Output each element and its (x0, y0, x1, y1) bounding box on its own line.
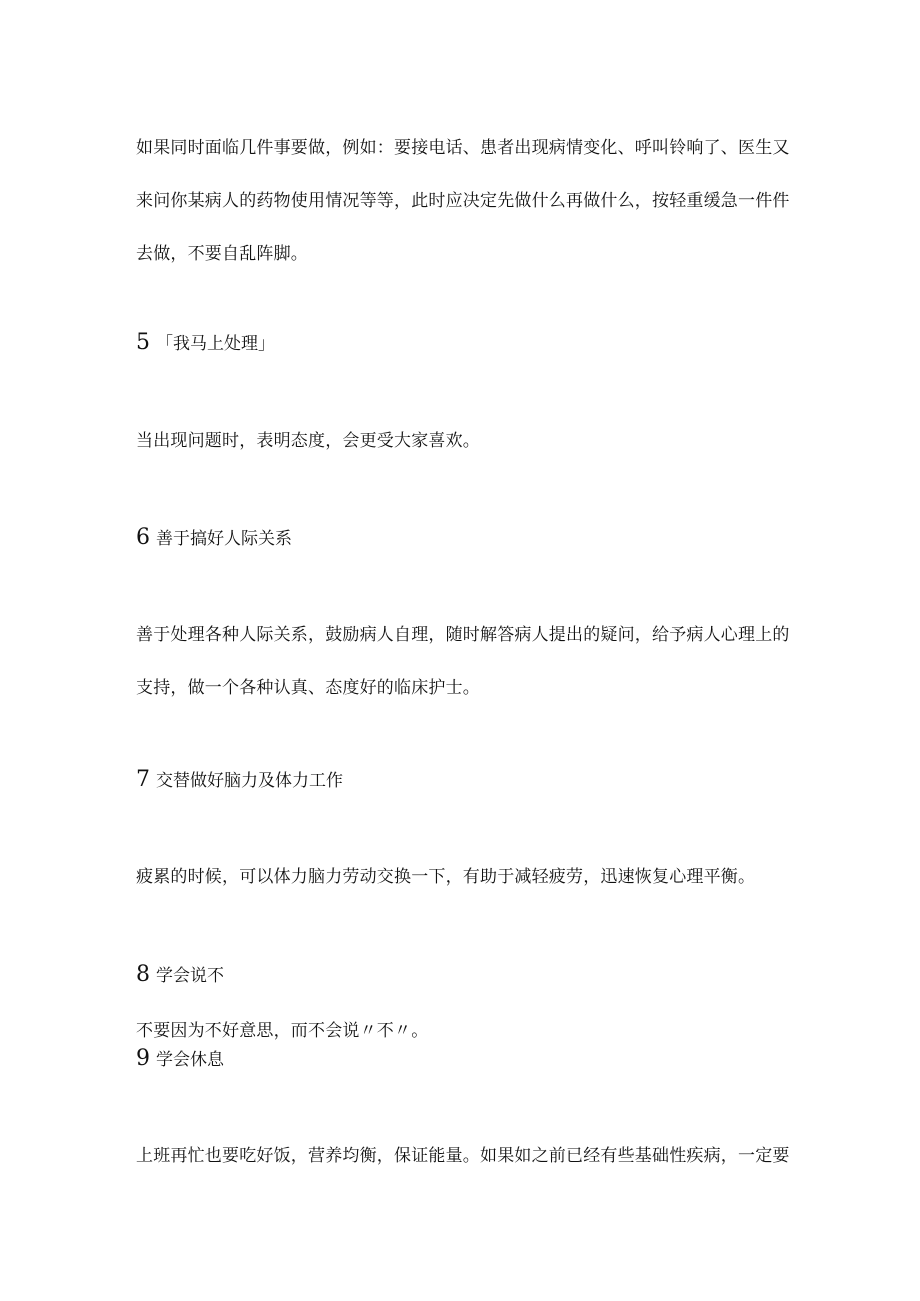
section-title: 学会说不 (156, 966, 224, 986)
section-heading-5 (136, 331, 275, 356)
section-heading-9 (136, 1047, 224, 1072)
section-body-7 (136, 851, 788, 904)
section-body-8 (136, 1018, 788, 1044)
section-title: 学会休息 (156, 1050, 224, 1070)
section-heading-6 (136, 526, 292, 551)
paragraph-line: 当出现问题时，表明态度，会更受大家喜欢。 (136, 431, 480, 451)
paragraph-line: 去做，不要自乱阵脚。 (136, 244, 308, 264)
section-heading-7 (136, 768, 343, 793)
section-title: 「我马上处理」 (156, 334, 275, 354)
section-body-9 (136, 1130, 788, 1183)
paragraph-line: 如果同时面临几件事要做，例如：要接电话、患者出现病情变化、呼叫铃响了、医生又 (136, 138, 790, 158)
section-body-6 (136, 609, 788, 715)
section-number: 5 (136, 330, 150, 355)
intro-paragraph (136, 122, 788, 281)
paragraph-line: 支持，做一个各种认真、态度好的临床护士。 (136, 678, 480, 698)
paragraph-line: 来问你某病人的药物使用情况等等，此时应决定先做什么再做什么，按轻重缓急一件件 (136, 191, 790, 211)
paragraph-line: 不要因为不好意思，而不会说〃不〃。 (136, 1021, 429, 1041)
section-number: 6 (136, 525, 150, 550)
section-number: 8 (136, 962, 150, 987)
paragraph-line: 上班再忙也要吃好饭，营养均衡，保证能量。如果如之前已经有些基础性疾病，一定要 (136, 1146, 790, 1166)
section-body-5 (136, 415, 788, 468)
section-title: 善于搞好人际关系 (156, 529, 292, 549)
section-number: 9 (136, 1046, 150, 1071)
section-heading-8 (136, 963, 224, 988)
paragraph-line: 善于处理各种人际关系，鼓励病人自理，随时解答病人提出的疑问，给予病人心理上的 (136, 625, 790, 645)
paragraph-line: 疲累的时候，可以体力脑力劳动交换一下，有助于减轻疲劳，迅速恢复心理平衡。 (136, 867, 756, 887)
section-title: 交替做好脑力及体力工作 (156, 771, 343, 791)
section-number: 7 (136, 767, 150, 792)
